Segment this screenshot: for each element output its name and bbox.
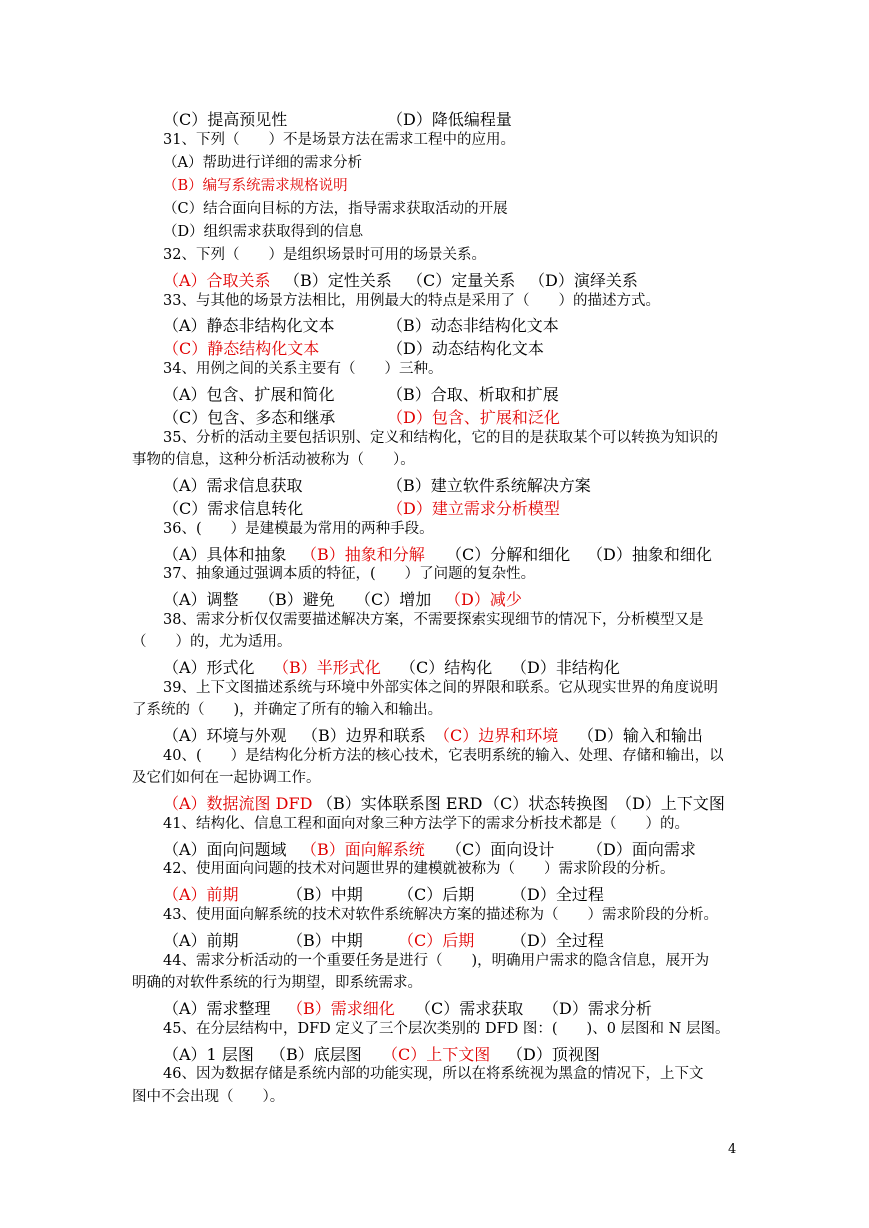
option-c: （C）分解和细化 <box>446 545 571 564</box>
option-d: （D）非结构化 <box>511 658 620 677</box>
option-d-answer: （D）建立需求分析模型 <box>387 499 560 518</box>
question-37: 37、抽象通过强调本质的特征，( ）了问题的复杂性。 <box>163 566 536 582</box>
question-35: 35、分析的活动主要包括识别、定义和结构化，它的目的是获取某个可以转换为知识的 <box>163 430 718 446</box>
option-d-answer: （D）减少 <box>445 590 522 609</box>
question-46: 46、因为数据存储是系统内部的功能实现，所以在将系统视为黑盒的情况下，上下文 <box>163 1066 704 1082</box>
options-row <box>0 382 869 402</box>
option-b-answer: （B）抽象和分解 <box>301 545 425 564</box>
option-b: （B）中期 <box>287 885 363 904</box>
question-40-cont: 及它们如何在一起协调工作。 <box>132 770 321 786</box>
options-row <box>0 723 869 743</box>
options-row <box>0 473 869 493</box>
option-c: （C）需求信息转化 <box>163 499 304 518</box>
question-41: 41、结构化、信息工程和面向对象三种方法学下的需求分析技术都是（ ）的。 <box>163 816 689 832</box>
options-row <box>0 107 869 127</box>
option-b: （B）底层图 <box>270 1045 362 1064</box>
options-row <box>0 928 869 948</box>
options-row <box>0 791 869 811</box>
option-d-answer: （D）包含、扩展和泛化 <box>387 408 560 427</box>
question-43: 43、使用面向解系统的技术对软件系统解决方案的描述称为（ ）需求阶段的分析。 <box>163 907 718 923</box>
options-row <box>0 587 869 607</box>
question-38: 38、需求分析仅仅需要描述解决方案，不需要探索实现细节的情况下，分析模型又是 <box>163 612 704 628</box>
option-c: （C）结构化 <box>400 658 493 677</box>
page-number: 4 <box>728 1142 737 1157</box>
option-b-answer: （B）编写系统需求规格说明 <box>163 178 348 194</box>
option-c: （C）定量关系 <box>407 271 516 290</box>
option-c: （C）结合面向目标的方法，指导需求获取活动的开展 <box>163 201 508 217</box>
option-a: （A）前期 <box>163 931 239 950</box>
option-c: （C）面向设计 <box>446 840 555 859</box>
question-40: 40、( ）是结构化分析方法的核心技术，它表明系统的输入、处理、存储和输出，以 <box>163 748 724 764</box>
option-d: （D）面向需求 <box>587 840 696 859</box>
option-a: （A）包含、扩展和简化 <box>163 385 335 404</box>
option-b: （B）动态非结构化文本 <box>387 316 559 335</box>
option-d: （D）上下文图 <box>616 794 725 813</box>
option-a: （A）需求整理 <box>163 999 271 1018</box>
option-d: （D）动态结构化文本 <box>387 339 544 358</box>
question-38-cont: （ ）的，尤为适用。 <box>132 634 292 650</box>
question-39: 39、上下文图描述系统与环境中外部实体之间的界限和联系。它从现实世界的角度说明 <box>163 680 718 696</box>
option-b-answer: （B）需求细化 <box>287 999 395 1018</box>
option-c: （C）后期 <box>398 885 475 904</box>
option-d: （D）顶视图 <box>507 1045 600 1064</box>
option-a: （A）帮助进行详细的需求分析 <box>163 155 362 171</box>
option-d: （D）需求分析 <box>543 999 652 1018</box>
option-c-answer: （C）边界和环境 <box>434 726 559 745</box>
options-row <box>0 837 869 857</box>
option-a: （A）环境与外观 <box>163 726 287 745</box>
option-b: （B）边界和联系 <box>302 726 426 745</box>
question-45: 45、在分层结构中，DFD 定义了三个层次类别的 DFD 图：( )、0 层图和 N 层图。 <box>163 1021 730 1037</box>
option-b-answer: （B）半形式化 <box>273 658 381 677</box>
option-c: （C）状态转换图 <box>484 794 609 813</box>
question-44: 44、需求分析活动的一个重要任务是进行（ )，明确用户需求的隐含信息，展开为 <box>163 953 710 969</box>
question-32: 32、下列（ ）是组织场景时可用的场景关系。 <box>163 247 486 263</box>
options-row <box>0 496 869 516</box>
question-33: 33、与其他的场景方法相比，用例最大的特点是采用了（ ）的描述方式。 <box>163 293 660 309</box>
question-42: 42、使用面向问题的技术对问题世界的建模就被称为（ ）需求阶段的分析。 <box>163 861 675 877</box>
question-44-cont: 明确的对软件系统的行为期望，即系统需求。 <box>132 975 422 991</box>
option-a: （A）形式化 <box>163 658 255 677</box>
question-46-cont: 图中不会出现（ ）。 <box>132 1089 285 1105</box>
option-b-answer: （B）面向解系统 <box>301 840 425 859</box>
option-c-answer: （C）静态结构化文本 <box>163 339 320 358</box>
options-row <box>0 405 869 425</box>
option-c: （C）包含、多态和继承 <box>163 408 336 427</box>
option-c: （C）增加 <box>355 590 432 609</box>
option-b: （B）合取、析取和扩展 <box>387 385 559 404</box>
option-d: （D）全过程 <box>511 885 604 904</box>
option-d: （D）演绎关系 <box>529 271 638 290</box>
option-d: （D）输入和输出 <box>578 726 703 745</box>
options-row <box>0 542 869 562</box>
option-a-answer: （A）合取关系 <box>163 271 271 290</box>
question-39-cont: 了系统的（ )，并确定了所有的输入和输出。 <box>132 702 443 718</box>
question-36: 36、( ）是建模最为常用的两种手段。 <box>163 521 434 537</box>
option-d: （D）全过程 <box>511 931 604 950</box>
option-c-answer: （C）上下文图 <box>382 1045 491 1064</box>
option-a: （A）调整 <box>163 590 239 609</box>
option-a: （A）静态非结构化文本 <box>163 316 335 335</box>
options-row <box>0 336 869 356</box>
option-a-answer: （A）数据流图 DFD <box>163 794 313 813</box>
options-row <box>0 313 869 333</box>
option-b: （B）定性关系 <box>284 271 392 290</box>
option-b: （B）建立软件系统解决方案 <box>387 476 591 495</box>
options-row <box>0 996 869 1016</box>
option-d: （D）组织需求获取得到的信息 <box>163 224 364 240</box>
option-a: （A）面向问题域 <box>163 840 287 859</box>
options-row <box>0 655 869 675</box>
option-d: （D）抽象和细化 <box>587 545 712 564</box>
options-row <box>0 882 869 902</box>
option-a: （A）需求信息获取 <box>163 476 303 495</box>
question-31: 31、下列（ ）不是场景方法在需求工程中的应用。 <box>163 132 515 148</box>
options-row <box>0 1042 869 1062</box>
option-c: （C）需求获取 <box>415 999 524 1018</box>
option-d: （D）降低编程量 <box>387 110 512 129</box>
option-c: （C）提高预见性 <box>163 110 288 129</box>
question-34: 34、用例之间的关系主要有（ ）三种。 <box>163 361 443 377</box>
option-b: （B）实体联系图 ERD <box>317 794 483 813</box>
options-row <box>0 268 869 288</box>
option-a: （A）1 层图 <box>163 1045 254 1064</box>
option-b: （B）避免 <box>259 590 335 609</box>
option-c-answer: （C）后期 <box>398 931 475 950</box>
option-a-answer: （A）前期 <box>163 885 239 904</box>
option-a: （A）具体和抽象 <box>163 545 287 564</box>
option-b: （B）中期 <box>287 931 363 950</box>
question-35-cont: 事物的信息，这种分析活动被称为（ ）。 <box>132 452 415 468</box>
